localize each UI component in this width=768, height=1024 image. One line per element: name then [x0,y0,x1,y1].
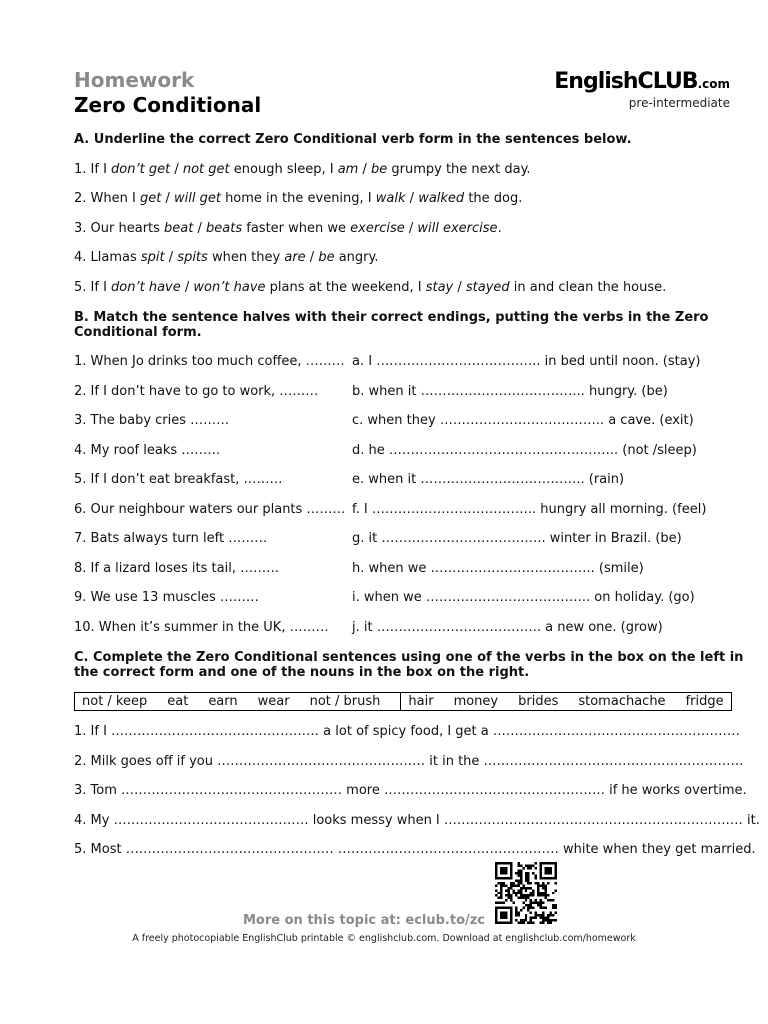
sentence-text: 4. Llamas [74,250,141,265]
sentence-text: / [164,250,178,265]
noun-item: hair [408,694,434,709]
verb-option[interactable]: are [284,250,306,265]
match-left-item: 4. My roof leaks ……… [74,443,221,458]
section-b-heading [74,310,764,340]
verb-option[interactable]: will exercise [417,221,498,236]
verb-option[interactable]: won’t have [193,280,266,295]
sentence-text: 2. When I [74,191,140,206]
sentence-text: / [358,162,371,177]
sentence-text: / [161,191,174,206]
sentence-text: / [453,280,466,295]
verb-option[interactable]: spits [177,250,208,265]
section-c-heading-line2: the correct form and one of the nouns in the box on the right. [74,665,530,680]
footer-note: A freely photocopiable EnglishClub printable © englishclub.com. Download at englishclub.com/homework [132,933,636,944]
match-right-item: a. I ……………………………….. in bed until noon. (stay) [352,354,701,369]
sentence-text: / [193,221,207,236]
verb-option[interactable]: stay [425,280,454,295]
match-left-item: 2. If I don’t have to go to work, ……… [74,384,319,399]
sentence-text: / [180,280,194,295]
match-right-item: h. when we ……………………………….. (smile) [352,561,644,576]
verb-option[interactable]: stayed [465,280,510,295]
sentence-text: when they [207,250,285,265]
sentence-text: / [305,250,319,265]
match-left-item: 10. When it’s summer in the UK, ……… [74,620,329,635]
match-left-item: 6. Our neighbour waters our plants ……… [74,502,346,517]
noun-item: brides [518,694,559,709]
sentence-text: angry. [334,250,379,265]
sentence-text: / [170,162,183,177]
verb-option[interactable]: walked [418,191,465,206]
match-right-item: b. when it ……………………………….. hungry. (be) [352,384,668,399]
verb-option[interactable]: beat [164,221,194,236]
sentence-text: enough sleep, I [229,162,338,177]
match-left-item: 5. If I don’t eat breakfast, ……… [74,472,283,487]
englishclub-logo [554,70,730,96]
match-left-item: 3. The baby cries ……… [74,413,230,428]
verb-option[interactable]: be [371,162,388,177]
section-c-heading [74,650,764,680]
section-c-item: 4. My ……………………………………… looks messy when I …………………………………………………………… it. [74,813,760,828]
verb-option[interactable]: don’t have [111,280,181,295]
qr-code-icon[interactable] [495,862,557,924]
header-right [554,70,730,110]
section-a-item [74,250,379,265]
match-left-item: 9. We use 13 muscles ……… [74,590,259,605]
section-c-item: 1. If I ………………………………………… a lot of spicy food, I get a ………………………………………………… [74,724,740,739]
sentence-text: home in the evening, I [220,191,376,206]
sentence-text: the dog. [464,191,523,206]
nouns-box [401,693,743,710]
page-title: Zero Conditional [74,93,262,117]
noun-item: fridge [685,694,724,709]
sentence-text: / [405,191,419,206]
section-b-heading-line2: Conditional form. [74,325,202,340]
verb-option[interactable]: walk [375,191,406,206]
verb-option[interactable]: don’t get [111,162,171,177]
match-right-item: d. he …………………………………………….. (not /sleep) [352,443,697,458]
match-right-item: e. when it ……………………………….. (rain) [352,472,625,487]
section-c-item: 5. Most ………………………………………… …………………………………………… white when they get married. [74,842,756,857]
word-box [74,692,732,711]
verb-option[interactable]: get [139,191,162,206]
homework-label: Homework [74,68,195,92]
noun-item: money [453,694,499,709]
sentence-text: grumpy the next day. [387,162,531,177]
verb-option[interactable]: be [318,250,335,265]
sentence-text: 5. If I [74,280,112,295]
verb-item: wear [257,694,290,709]
header-left [74,68,261,118]
section-a-item [74,221,502,236]
match-right-item: i. when we ……………………………….. on holiday. (go) [352,590,695,605]
verb-option[interactable]: not get [182,162,230,177]
sentence-text: in and clean the house. [509,280,667,295]
noun-item: stomachache [578,694,666,709]
more-on-topic[interactable]: More on this topic at: eclub.to/zc [243,913,486,928]
verb-option[interactable]: will get [173,191,221,206]
section-c-heading-line1: C. Complete the Zero Conditional sentences using one of the verbs in the box on the left in [74,650,744,665]
section-a-item [74,191,522,206]
sentence-text: 1. If I [74,162,112,177]
match-left-item: 8. If a lizard loses its tail, ……… [74,561,280,576]
section-c-item: 2. Milk goes off if you ………………………………………… it in the …………………………………………………… [74,754,744,769]
logo-main: EnglishCLUB [554,69,698,94]
level-label: pre-intermediate [628,96,730,110]
section-b-heading-line1: B. Match the sentence halves with their correct endings, putting the verbs in the Zero [74,310,709,325]
verb-item: earn [208,694,238,709]
section-a-item [74,280,666,295]
verbs-box [75,693,401,710]
match-left-item: 7. Bats always turn left ……… [74,531,268,546]
sentence-text: 3. Our hearts [74,221,165,236]
sentence-text: . [497,221,502,236]
verb-option[interactable]: am [337,162,359,177]
verb-item: not / brush [309,694,381,709]
logo-suffix: .com [697,77,730,91]
verb-option[interactable]: beats [206,221,243,236]
match-left-item: 1. When Jo drinks too much coffee, ……… [74,354,345,369]
match-right-item: g. it ……………………………….. winter in Brazil. (be) [352,531,682,546]
verb-option[interactable]: spit [140,250,165,265]
sentence-text: / [404,221,418,236]
match-right-item: c. when they ……………………………….. a cave. (exit) [352,413,694,428]
verb-option[interactable]: exercise [350,221,405,236]
verb-item: eat [167,694,189,709]
section-a-heading: A. Underline the correct Zero Conditional verb form in the sentences below. [74,132,632,147]
verb-item: not / keep [82,694,148,709]
sentence-text: faster when we [242,221,351,236]
match-right-item: f. I ……………………………….. hungry all morning. (feel) [352,502,707,517]
section-a-item [74,162,531,177]
sentence-text: plans at the weekend, I [265,280,426,295]
section-c-item: 3. Tom …………………………………………… more …………………………………………… if he works overtime. [74,783,747,798]
match-right-item: j. it ……………………………….. a new one. (grow) [352,620,663,635]
